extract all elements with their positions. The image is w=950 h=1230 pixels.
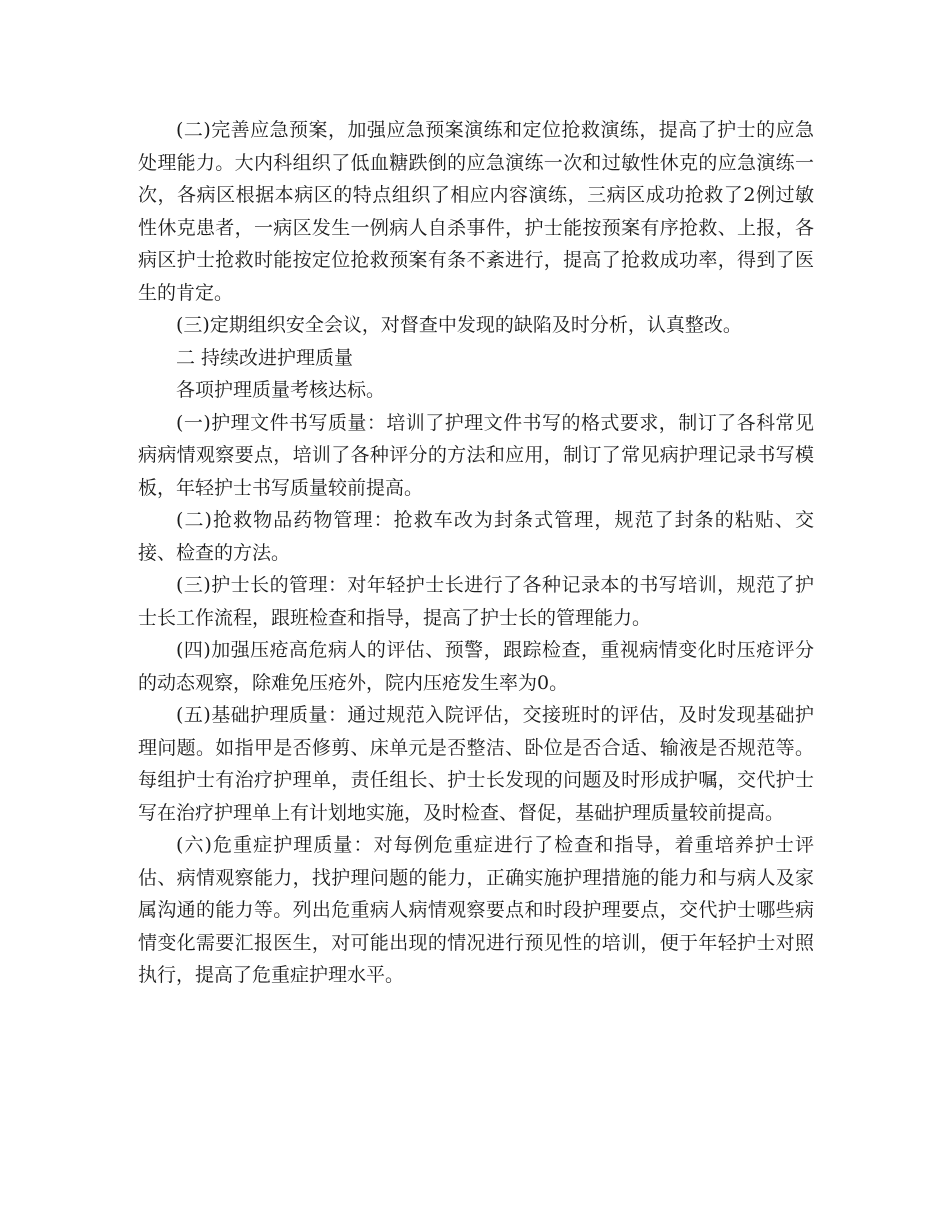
paragraph-head-nurse: (三)护士长的管理：对年轻护士长进行了各种记录本的书写培训，规范了护士长工作流程，跟班检查和指导，提高了护士长的管理能力。 [138,574,814,629]
paragraph-quality-standard: 各项护理质量考核达标。 [176,379,386,401]
section-heading-quality: 二 持续改进护理质量 [176,346,354,369]
paragraph-emergency-plan: (二)完善应急预案，加强应急预案演练和定位抢救演练，提高了护士的应急处理能力。大内科组织了低血糖跌倒的应急演练一次和过敏性休克的应急演练一次，各病区根据本病区的特点组织了相应内容演练，三病区成功抢救了2例过敏性休克患者，一病区发生一例病人自杀事件，护士能按预案有序抢救、上报，各病区护士抢救时能按定位抢救预案有条不紊进行，提高了抢救成功率，得到了医生的肯定。 [138,119,814,304]
document-body [138,114,814,992]
paragraph-pressure-ulcer: (四)加强压疮高危病人的评估、预警，跟踪检查，重视病情变化时压疮评分的动态观察，除难免压疮外，院内压疮发生率为0。 [138,639,814,694]
paragraph-critical-care: (六)危重症护理质量：对每例危重症进行了检查和指导，着重培养护士评估、病情观察能力，找护理问题的能力，正确实施护理措施的能力和与病人及家属沟通的能力等。列出危重病人病情观察要点和时段护理要点，交代护士哪些病情变化需要汇报医生，对可能出现的情况进行预见性的培训，便于年轻护士对照执行，提高了危重症护理水平。 [138,834,814,986]
paragraph-rescue-supplies: (二)抢救物品药物管理：抢救车改为封条式管理，规范了封条的粘贴、交接、检查的方法。 [138,509,814,564]
paragraph-basic-care: (五)基础护理质量：通过规范入院评估，交接班时的评估，及时发现基础护理问题。如指甲是否修剪、床单元是否整洁、卧位是否合适、输液是否规范等。每组护士有治疗护理单，责任组长、护士长发现的问题及时形成护嘱，交代护士写在治疗护理单上有计划地实施，及时检查、督促，基础护理质量较前提高。 [138,704,814,824]
paragraph-documentation: (一)护理文件书写质量：培训了护理文件书写的格式要求，制订了各科常见病病情观察要点，培训了各种评分的方法和应用，制订了常见病护理记录书写模板，年轻护士书写质量较前提高。 [138,411,814,499]
paragraph-safety-meeting: (三)定期组织安全会议，对督查中发现的缺陷及时分析，认真整改。 [176,314,742,336]
